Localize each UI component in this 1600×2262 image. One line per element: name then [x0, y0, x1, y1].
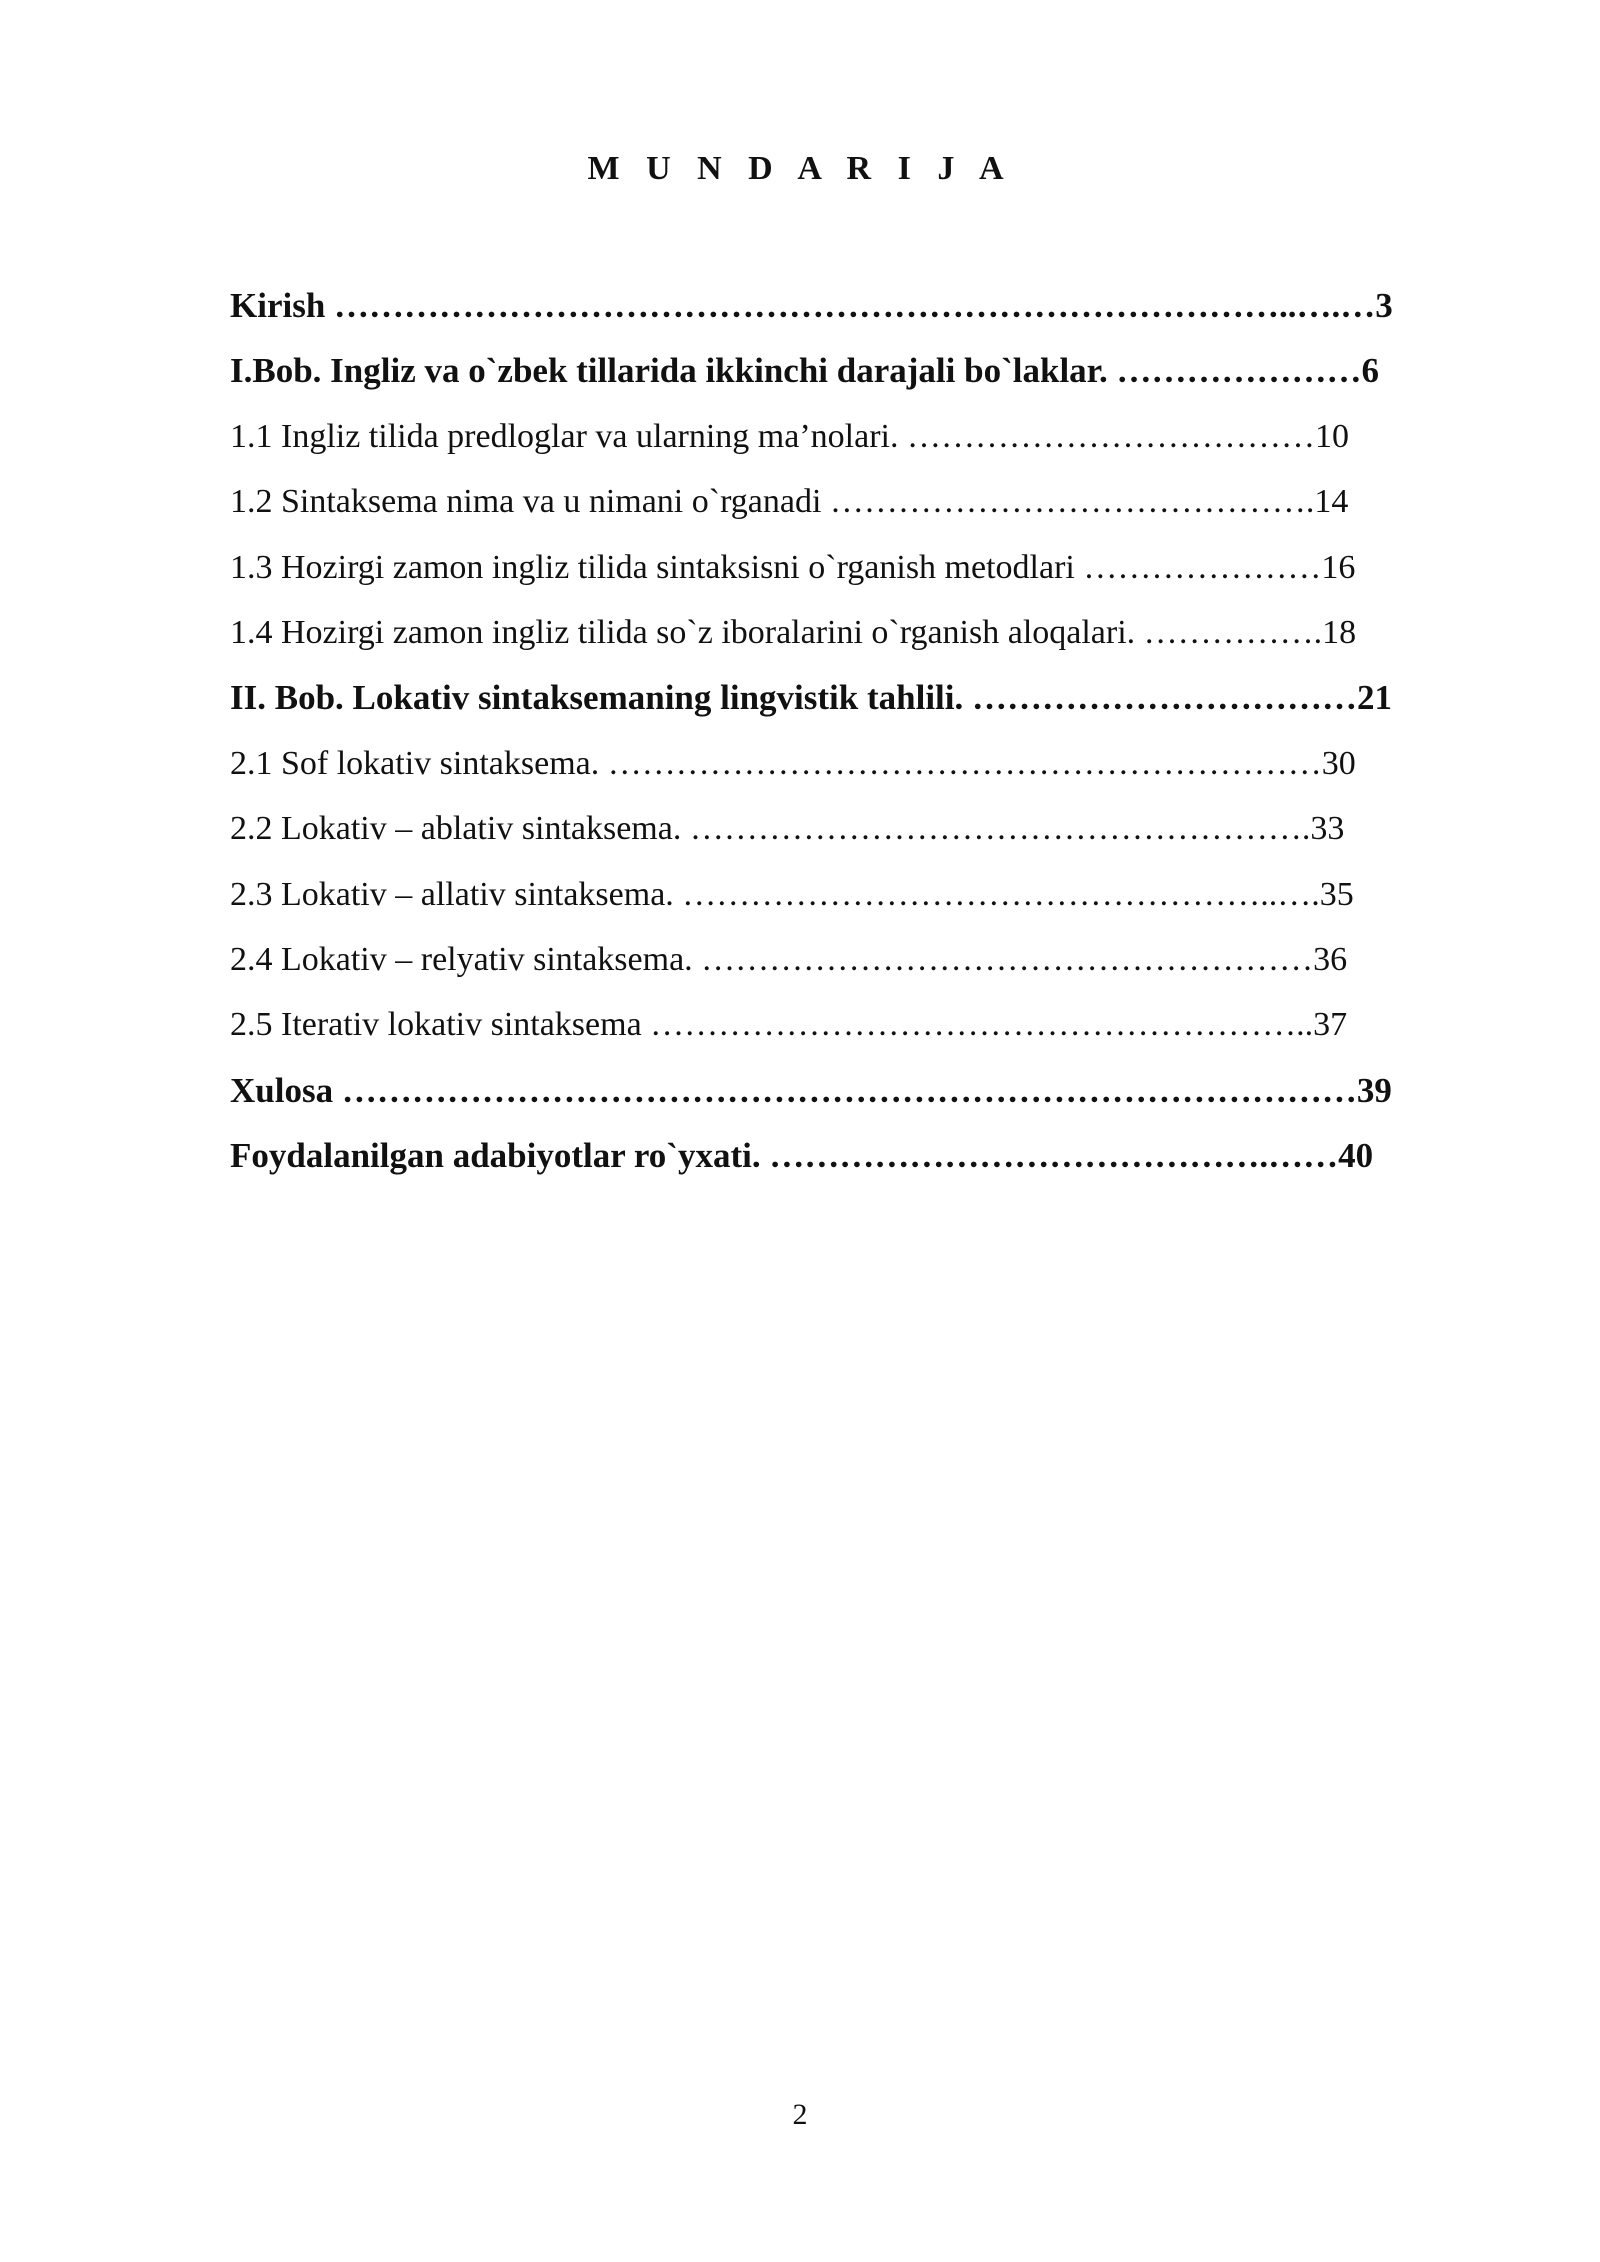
toc-entry-section-2-1: 2.1 Sof lokativ sintaksema. ………………………………………………………30	[230, 744, 1356, 782]
toc-entry-chapter-1: I.Bob. Ingliz va o`zbek tillarida ikkinchi darajali bo`laklar. …………………6	[230, 351, 1379, 391]
toc-entry-section-2-2: 2.2 Lokativ – ablativ sintaksema. ……………………………………………….33	[230, 810, 1345, 848]
page-number: 2	[792, 2098, 808, 2131]
toc-entry-xulosa: Xulosa ……………………………………………………………………………39	[230, 1070, 1392, 1110]
toc-entry-section-2-5: 2.5 Iterativ lokativ sintaksema …………………………………………………..37	[230, 1006, 1348, 1044]
toc-entry-kirish: Kirish ………………………………………………………………………..….…3	[230, 286, 1393, 325]
toc-entry-section-2-3: 2.3 Lokativ – allativ sintaksema. ……………………………………………..….35	[230, 875, 1354, 913]
toc-entry-section-1-2: 1.2 Sintaksema nima va u nimani o`rganadi …………………………………….14	[230, 483, 1349, 521]
table-of-contents	[230, 280, 1500, 1195]
toc-entry-chapter-2: II. Bob. Lokativ sintaksemaning lingvistik tahlili. ……………………………21	[230, 678, 1393, 718]
toc-entry-section-1-1: 1.1 Ingliz tilida predloglar va ularning ma’nolari. ………………………………10	[230, 417, 1349, 455]
toc-entry-section-2-4: 2.4 Lokativ – relyativ sintaksema. ………………………………………………36	[230, 940, 1348, 978]
page-title: M U N D A R I J A	[587, 150, 1013, 187]
toc-entry-section-1-4: 1.4 Hozirgi zamon ingliz tilida so`z iboralarini o`rganish aloqalari. …………….18	[230, 613, 1357, 651]
toc-entry-section-1-3: 1.3 Hozirgi zamon ingliz tilida sintaksisni o`rganish metodlari …………………16	[230, 548, 1356, 586]
toc-entry-bibliography: Foydalanilgan adabiyotlar ro`yxati. …………………………………….……40	[230, 1136, 1374, 1176]
